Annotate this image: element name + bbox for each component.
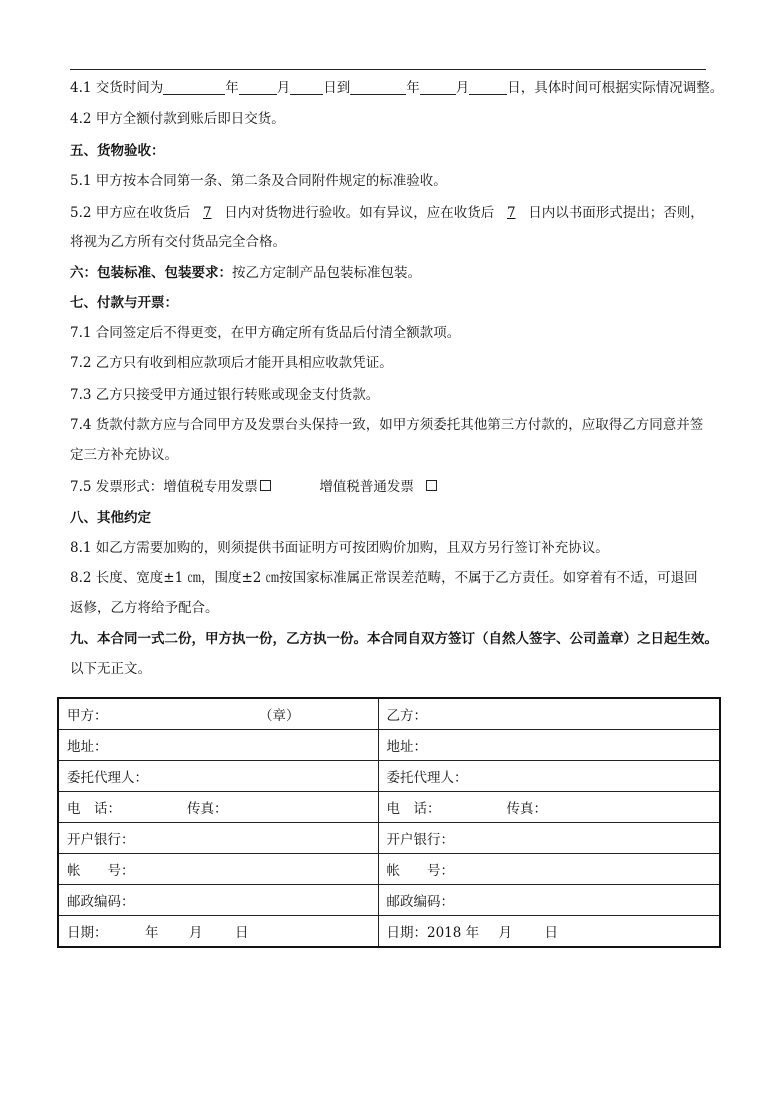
date-a-cell[interactable] [58, 916, 378, 948]
blank-field [163, 79, 225, 95]
checkbox-ordinary-invoice[interactable] [426, 480, 437, 491]
phone-label: 电 话： [67, 801, 121, 817]
section-7-heading: 七、付款与开票： [70, 295, 178, 311]
bank-label: 开户银行： [386, 832, 454, 848]
table-row [58, 730, 720, 761]
date-label: 日期： [67, 925, 108, 941]
blank-field [469, 79, 507, 95]
month-label: 月 [455, 80, 470, 96]
fax-label: 传真： [187, 801, 228, 817]
section-9-text: 九、本合同一式二份，甲方执一份，乙方执一份。本合同自双方签订（自然人签字、公司盖章）之日起生效。 [70, 631, 718, 647]
day-label: 日到 [323, 80, 351, 96]
clause-5-1: 5.1 甲方按本合同第一条、第二条及合同附件规定的标准验收。 [70, 173, 447, 189]
date-label: 日期：2018 年 [386, 925, 480, 941]
blank-field [239, 79, 277, 95]
year-label: 年 [225, 80, 239, 96]
address-label: 地址： [386, 739, 427, 755]
clause-8-2-cont: 返修，乙方将给予配合。 [70, 600, 219, 616]
party-b-label: 乙方： [386, 708, 427, 724]
address-label: 地址： [67, 739, 108, 755]
clause-7-3: 7.3 乙方只接受甲方通过银行转账或现金支付货款。 [70, 387, 380, 403]
agent-a-cell[interactable] [58, 761, 378, 792]
days-value: 7 [202, 205, 212, 221]
postcode-b-cell[interactable] [378, 885, 720, 916]
clause-number: 4.1 [70, 80, 92, 96]
blank-field [290, 79, 323, 95]
party-a-label: 甲方： [67, 708, 108, 724]
account-a-cell[interactable] [58, 854, 378, 885]
table-row [58, 761, 720, 792]
postcode-label: 邮政编码： [386, 894, 454, 910]
date-b-cell[interactable] [378, 916, 720, 948]
table-row [58, 698, 720, 730]
clause-text: 5.2 甲方应在收货后 [70, 205, 191, 221]
table-row [58, 823, 720, 854]
clause-8-2: 8.2 长度、宽度±1 ㎝，围度±2 ㎝按国家标准属正常误差范畴，不属于乙方责任。如穿着有不适，可退回 [70, 570, 698, 586]
section-8-heading: 八、其他约定 [70, 510, 151, 526]
day-label: 日 [544, 925, 558, 941]
invoice-option-ordinary: 增值税普通发票 [319, 479, 414, 495]
table-row [58, 885, 720, 916]
clause-7-1: 7.1 合同签定后不得更变，在甲方确定所有货品后付清全额款项。 [70, 325, 461, 341]
clause-text: 日内对货物进行验收。如有异议，应在收货后 [224, 205, 495, 221]
table-row [58, 792, 720, 823]
month-label: 月 [498, 925, 512, 941]
clause-5-2 [70, 198, 720, 228]
invoice-option-special: 7.5 发票形式：增值税专用发票 [70, 479, 258, 495]
table-row [58, 854, 720, 885]
section-9-cont: 以下无正文。 [70, 661, 151, 677]
account-label: 帐 号： [386, 863, 454, 879]
fax-label: 传真： [506, 801, 547, 817]
year-label: 年 [145, 925, 159, 941]
section-6-heading: 六：包装标准、包装要求： [70, 265, 232, 281]
section-6-text: 按乙方定制产品包装标准包装。 [232, 265, 421, 281]
section-6 [70, 258, 720, 288]
header-rule [70, 69, 706, 70]
blank-field [350, 79, 406, 95]
blank-field [420, 79, 456, 95]
postcode-a-cell[interactable] [58, 885, 378, 916]
agent-label: 委托代理人： [386, 770, 468, 786]
section-9 [70, 624, 720, 654]
phone-label: 电 话： [386, 801, 441, 817]
postcode-label: 邮政编码： [67, 894, 135, 910]
clause-7-4: 7.4 货款付款方应与合同甲方及发票台头保持一致，如甲方须委托其他第三方付款的，应取得乙方同意并签 [70, 417, 704, 433]
address-a-cell[interactable] [58, 730, 378, 761]
clause-5-2-cont: 将视为乙方所有交付货品完全合格。 [70, 234, 286, 250]
clause-8-1: 8.1 如乙方需要加购的，则须提供书面证明方可按团购价加购，且双方另行签订补充协议。 [70, 540, 609, 556]
clause-text: 交货时间为 [95, 80, 164, 96]
agent-b-cell[interactable] [378, 761, 720, 792]
table-row [58, 916, 720, 948]
bank-a-cell[interactable] [58, 823, 378, 854]
month-label: 月 [189, 925, 203, 941]
clause-text: 日，具体时间可根据实际情况调整。 [507, 80, 724, 96]
phone-b-cell[interactable] [378, 792, 720, 823]
phone-a-cell[interactable] [58, 792, 378, 823]
days-value: 7 [506, 205, 516, 221]
year-label: 年 [406, 80, 420, 96]
seal-label: （章） [259, 708, 300, 724]
bank-label: 开户银行： [67, 832, 135, 848]
bank-b-cell[interactable] [378, 823, 720, 854]
account-b-cell[interactable] [378, 854, 720, 885]
party-b-cell[interactable] [378, 698, 720, 730]
checkbox-special-invoice[interactable] [260, 480, 271, 491]
clause-7-2: 7.2 乙方只有收到相应款项后才能开具相应收款凭证。 [70, 355, 393, 371]
account-label: 帐 号： [67, 863, 135, 879]
day-label: 日 [235, 925, 249, 941]
agent-label: 委托代理人： [67, 770, 148, 786]
signature-table [57, 697, 721, 948]
clause-7-5 [70, 472, 720, 502]
clause-4-2: 4.2 甲方全额付款到账后即日交货。 [70, 111, 285, 127]
address-b-cell[interactable] [378, 730, 720, 761]
section-5-heading: 五、货物验收： [70, 143, 165, 159]
party-a-cell[interactable] [58, 698, 378, 730]
clause-text: 日内以书面形式提出；否则， [528, 205, 704, 221]
month-label: 月 [276, 80, 291, 96]
clause-4-1 [70, 73, 724, 103]
clause-7-4-cont: 定三方补充协议。 [70, 447, 178, 463]
